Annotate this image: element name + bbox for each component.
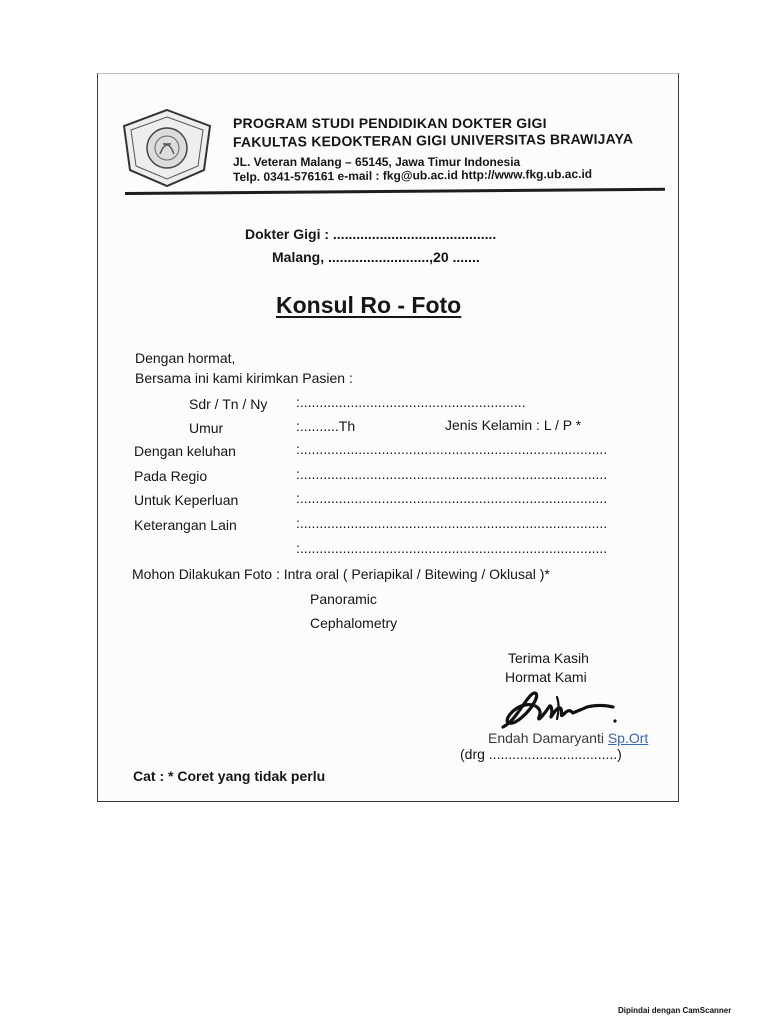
extra-field: :............................................................................... <box>296 540 608 556</box>
header-line2: FAKULTAS KEDOKTERAN GIGI UNIVERSITAS BRAWIJAYA <box>232 130 634 150</box>
keperluan-label: Untuk Keperluan <box>134 492 239 508</box>
keperluan-field: :............................................................................... <box>296 490 608 506</box>
jenis-kelamin: Jenis Kelamin : L / P * <box>445 417 582 433</box>
intro-text: Bersama ini kami kirimkan Pasien : <box>135 370 353 386</box>
doctor-name-line <box>488 730 648 746</box>
keterangan-field: :............................................................................... <box>296 515 608 531</box>
keterangan-label: Keterangan Lain <box>134 517 237 533</box>
sdr-label: Sdr / Tn / Ny <box>189 396 268 412</box>
drg-line: (drg .................................) <box>460 746 622 762</box>
keluhan-field: :............................................................................... <box>296 441 608 457</box>
keluhan-label: Dengan keluhan <box>134 443 236 459</box>
form-title: Konsul Ro - Foto <box>276 292 462 318</box>
signature <box>495 683 625 735</box>
regio-field: :............................................................................... <box>296 466 608 482</box>
umur-label: Umur <box>189 420 224 436</box>
dokter-gigi-line: Dokter Gigi : .......................................... <box>245 226 497 242</box>
scanner-watermark: Dipindai dengan CamScanner <box>618 1006 732 1015</box>
sdr-field: :.......................................................... <box>296 394 526 410</box>
foto-option-cephalometry: Cephalometry <box>310 615 398 631</box>
closing-thanks: Terima Kasih <box>508 650 589 666</box>
doctor-name: Endah Damaryanti <box>488 730 604 746</box>
greeting: Dengan hormat, <box>135 350 236 366</box>
header-contact: Telp. 0341-576161 e-mail : fkg@ub.ac.id http://www.fkg.ub.ac.id <box>232 166 593 184</box>
header-line1: PROGRAM STUDI PENDIDIKAN DOKTER GIGI <box>233 115 547 131</box>
header-address: JL. Veteran Malang – 65145, Jawa Timur Indonesia <box>233 155 521 169</box>
foto-label: Mohon Dilakukan Foto : Intra oral ( Periapikal / Bitewing / Oklusal )* <box>132 566 550 582</box>
foto-option-panoramic: Panoramic <box>310 591 377 607</box>
closing-hormat: Hormat Kami <box>505 669 587 685</box>
umur-field: :..........Th <box>296 418 356 434</box>
date-line: Malang, ..........................,20 ....... <box>272 249 480 265</box>
regio-label: Pada Regio <box>134 468 208 484</box>
footnote: Cat : * Coret yang tidak perlu <box>133 768 326 784</box>
university-logo <box>120 108 214 188</box>
specialist-title-link[interactable]: Sp.Ort <box>607 730 649 746</box>
